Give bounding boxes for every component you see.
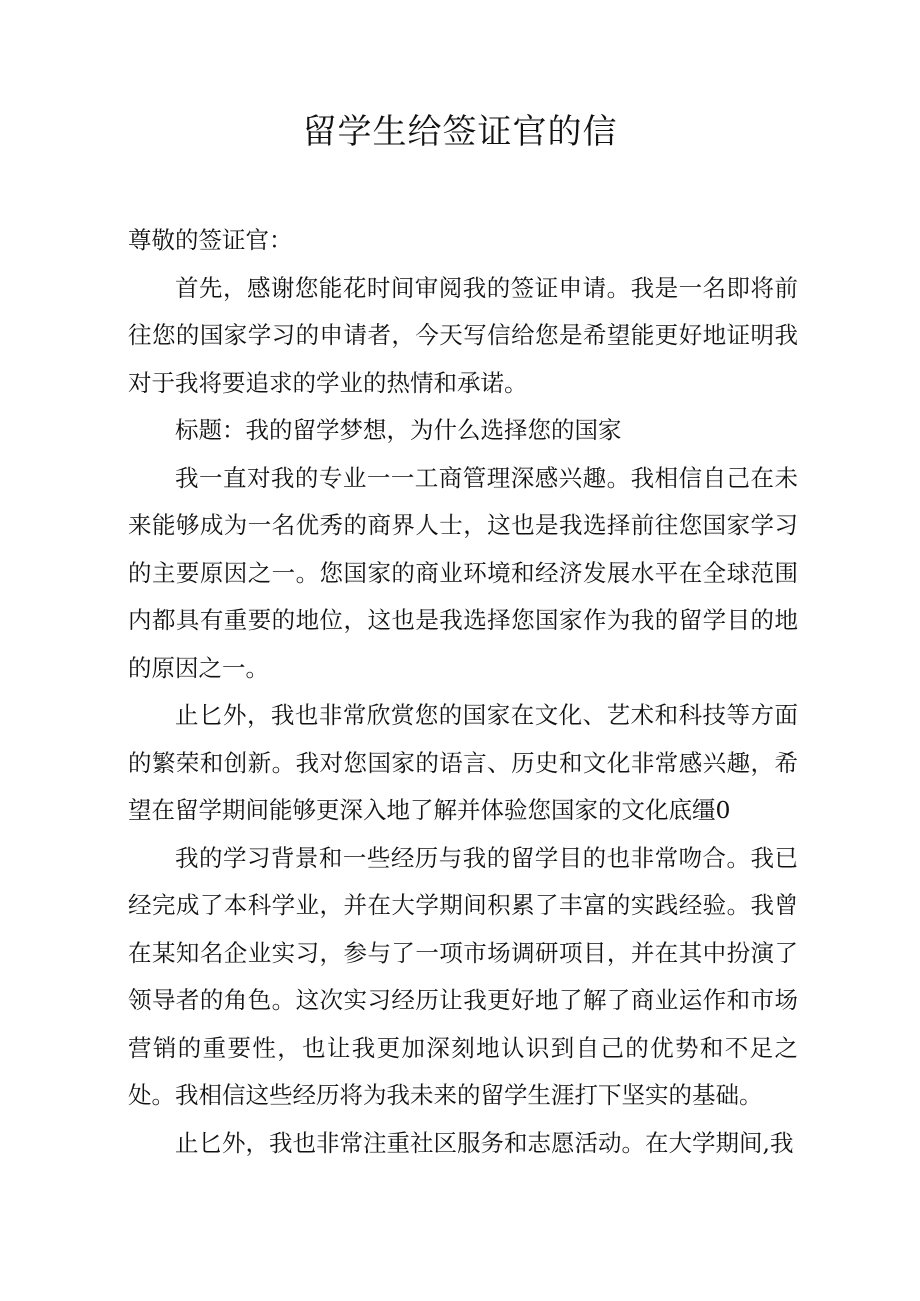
paragraph-major: 我一直对我的专业一一工商管理深感兴趣。我相信自己在未来能够成为一名优秀的商界人士，这也是我选择前往您国家学习的主要原因之一。您国家的商业环境和经济发展水平在全球范围内都具有重要的地位，这也是我选择您国家作为我的留学目的地的原因之一。 — [128, 463, 798, 682]
paragraph-community: 止匕外，我也非常注重社区服务和志愿活动。在大学期间,我 — [175, 1128, 794, 1157]
document-title: 留学生给签证官的信 — [302, 112, 618, 152]
paragraph-culture: 止匕外，我也非常欣赏您的国家在文化、艺术和科技等方面的繁荣和创新。我对您国家的语言、历史和文化非常感兴趣，希望在留学期间能够更深入地了解并体验您国家的文化底缰0 — [128, 701, 798, 824]
paragraph-intro: 首先，感谢您能花时间审阅我的签证申请。我是一名即将前往您的国家学习的申请者，今天写信给您是希望能更好地证明我对于我将要追求的学业的热情和承诺。 — [128, 273, 798, 397]
paragraph-heading: 标题：我的留学梦想，为什么选择您的国家 — [175, 416, 622, 444]
paragraph-background: 我的学习背景和一些经历与我的留学目的也非常吻合。我已经完成了本科学业，并在大学期间积累了丰富的实践经验。我曾在某知名企业实习，参与了一项市场调研项目，并在其中扮演了领导者的角色。这次实习经历让我更好地了解了商业运作和市场营销的重要性，也让我更加深刻地认识到自己的优势和不足之处。我相信这些经历将为我未来的留学生涯打下坚实的基础。 — [128, 843, 798, 1109]
letter-body — [128, 217, 798, 1167]
salutation: 尊敬的签证官： — [128, 226, 293, 254]
